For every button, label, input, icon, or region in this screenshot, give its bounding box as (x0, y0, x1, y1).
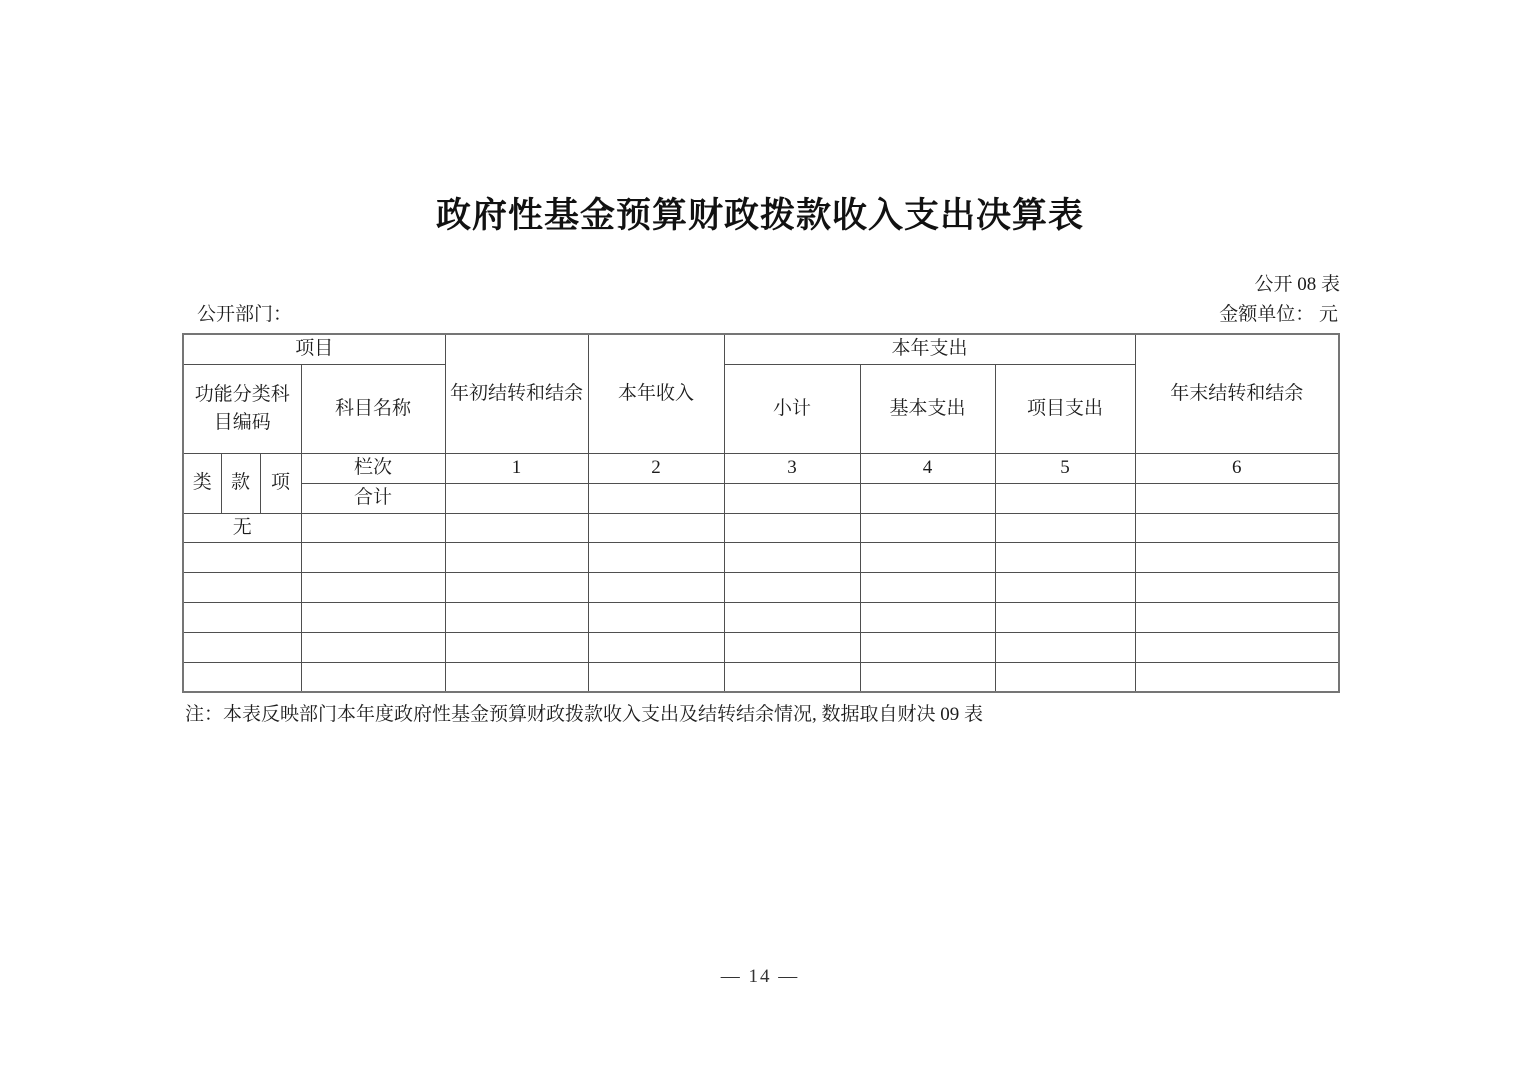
data-cell (588, 572, 724, 602)
header-end-year-balance: 年末结转和结余 (1135, 334, 1339, 453)
data-cell (860, 632, 995, 662)
data-cell (724, 662, 860, 692)
total-value-6 (1135, 483, 1339, 513)
data-cell (995, 632, 1135, 662)
page-title: 政府性基金预算财政拨款收入支出决算表 (435, 196, 1084, 235)
data-cell (724, 572, 860, 602)
page-number: — 14 — (720, 966, 800, 987)
total-value-2 (588, 483, 724, 513)
header-row-1 (183, 334, 1339, 364)
total-value-3 (724, 483, 860, 513)
lane-number-row (183, 453, 1339, 483)
data-cell (588, 513, 724, 542)
header-class-col: 类 (183, 453, 221, 513)
lane-number-6: 6 (1135, 453, 1339, 483)
data-cell (445, 513, 588, 542)
header-begin-year-balance: 年初结转和结余 (445, 334, 588, 453)
lane-number-3: 3 (724, 453, 860, 483)
data-cell (301, 572, 445, 602)
form-code: 公开 08 表 (1254, 274, 1340, 295)
department-label: 公开部门： (197, 304, 293, 325)
func-code-cell (183, 662, 301, 692)
data-cell (445, 542, 588, 572)
data-cell (445, 662, 588, 692)
func-code-cell (183, 572, 301, 602)
data-cell (1135, 602, 1339, 632)
func-code-cell (183, 632, 301, 662)
data-cell (724, 602, 860, 632)
header-basic-expense: 基本支出 (860, 364, 995, 453)
data-cell (445, 572, 588, 602)
fund-budget-table (182, 333, 1340, 693)
data-cell (1135, 632, 1339, 662)
unit-label: 金额单位： 元 (1219, 304, 1338, 325)
data-cell (1135, 513, 1339, 542)
total-value-4 (860, 483, 995, 513)
total-value-1 (445, 483, 588, 513)
data-cell (995, 602, 1135, 632)
header-current-year-income: 本年收入 (588, 334, 724, 453)
total-row-label: 合计 (301, 483, 445, 513)
data-cell (860, 602, 995, 632)
empty-row (183, 572, 1339, 602)
lane-label: 栏次 (301, 453, 445, 483)
data-cell (588, 632, 724, 662)
lane-number-5: 5 (995, 453, 1135, 483)
data-cell (995, 513, 1135, 542)
table-note: 注：本表反映部门本年度政府性基金预算财政拨款收入支出及结转结余情况, 数据取自财决 09 表 (185, 704, 984, 725)
data-cell (860, 513, 995, 542)
header-project-group: 项目 (183, 334, 445, 364)
data-cell (301, 602, 445, 632)
data-cell (995, 572, 1135, 602)
data-cell (588, 602, 724, 632)
table-body (183, 334, 1339, 692)
empty-row (183, 602, 1339, 632)
data-cell (588, 542, 724, 572)
data-cell (995, 662, 1135, 692)
none-row (183, 513, 1339, 542)
header-section-col: 款 (221, 453, 260, 513)
none-row-label: 无 (183, 513, 301, 542)
data-cell (301, 662, 445, 692)
data-cell (860, 662, 995, 692)
data-cell (1135, 662, 1339, 692)
data-cell (301, 542, 445, 572)
header-item-col: 项 (260, 453, 301, 513)
data-cell (995, 542, 1135, 572)
data-cell (588, 662, 724, 692)
lane-number-4: 4 (860, 453, 995, 483)
data-cell (860, 542, 995, 572)
empty-row (183, 632, 1339, 662)
subject-name-cell (301, 513, 445, 542)
lane-number-1: 1 (445, 453, 588, 483)
total-value-5 (995, 483, 1135, 513)
data-cell (1135, 542, 1339, 572)
func-code-cell (183, 542, 301, 572)
data-cell (445, 632, 588, 662)
header-project-expense: 项目支出 (995, 364, 1135, 453)
header-subject-name: 科目名称 (301, 364, 445, 453)
data-cell (301, 632, 445, 662)
func-code-cell (183, 602, 301, 632)
empty-row (183, 662, 1339, 692)
total-row (183, 483, 1339, 513)
data-cell (724, 632, 860, 662)
empty-row (183, 542, 1339, 572)
data-cell (445, 602, 588, 632)
header-subtotal: 小计 (724, 364, 860, 453)
lane-number-2: 2 (588, 453, 724, 483)
header-func-class-code: 功能分类科目编码 (183, 364, 301, 453)
data-cell (860, 572, 995, 602)
data-cell (724, 513, 860, 542)
data-cell (724, 542, 860, 572)
header-current-year-expense-group: 本年支出 (724, 334, 1135, 364)
data-cell (1135, 572, 1339, 602)
